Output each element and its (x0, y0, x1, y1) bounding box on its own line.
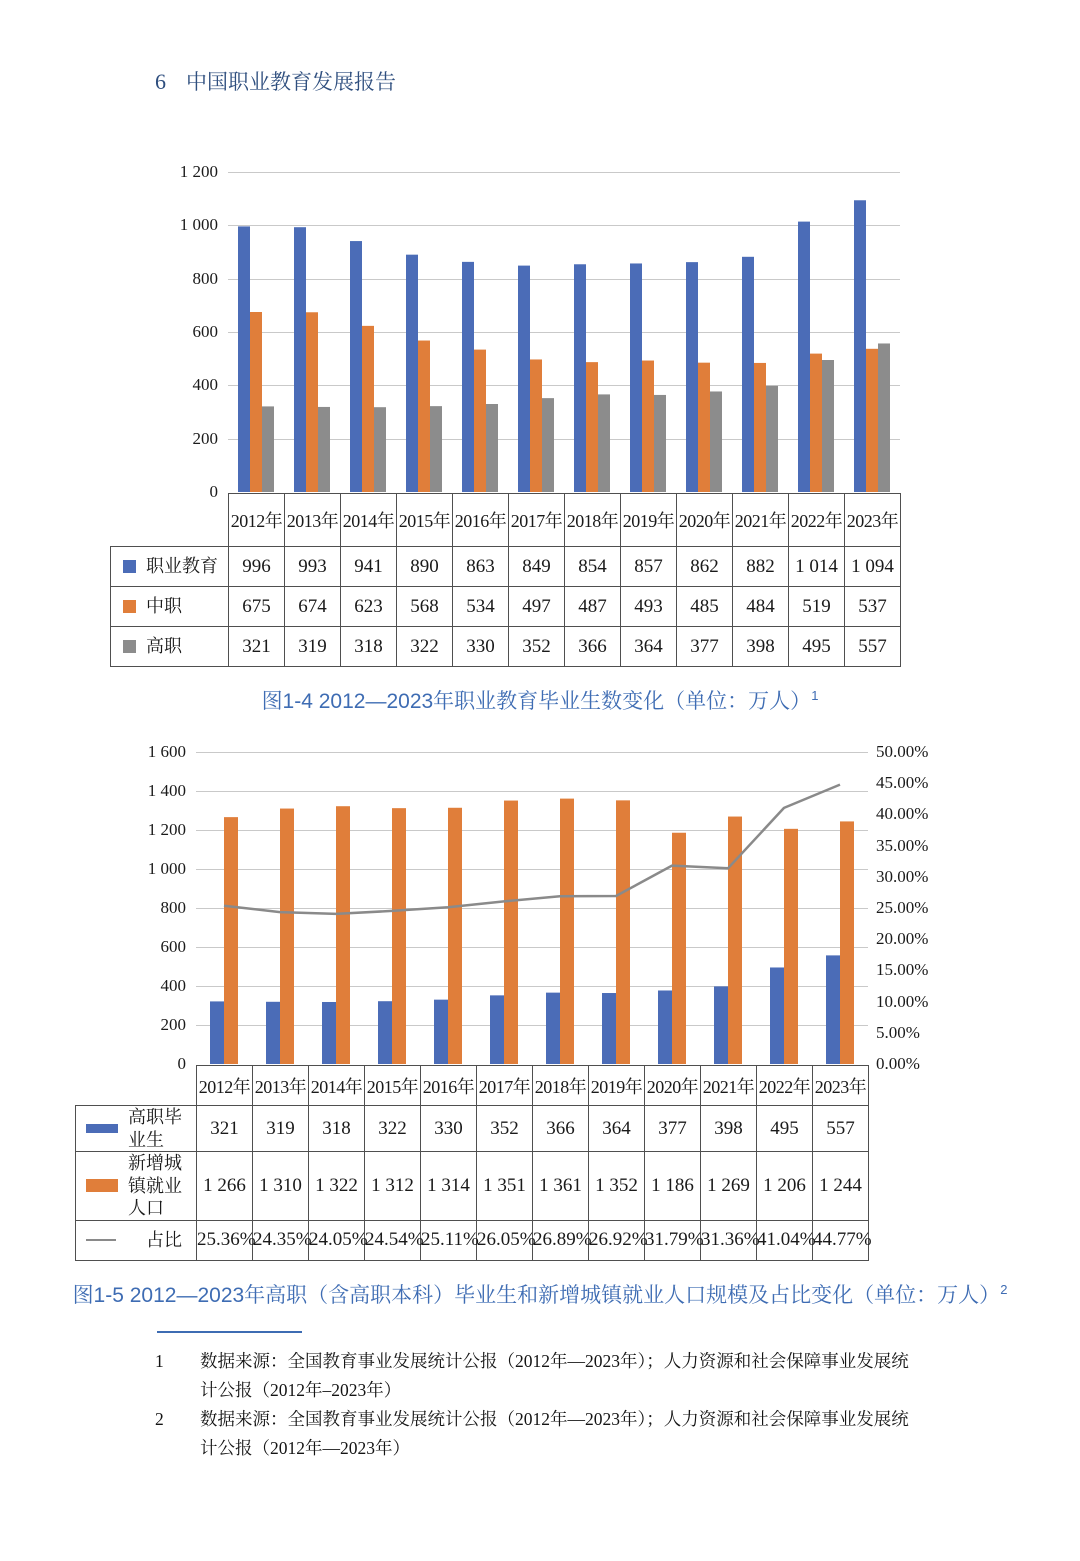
table-value-cell: 1 269 (701, 1152, 757, 1221)
table-value-cell: 377 (677, 627, 733, 667)
bar (378, 1001, 392, 1064)
table-row (111, 627, 901, 667)
legend-label: 高职毕业生 (128, 1107, 182, 1150)
caption-footnote-ref: 1 (811, 688, 819, 703)
bar (710, 391, 722, 492)
legend-cell (76, 1220, 197, 1260)
figure-1-5-chart (75, 742, 1080, 1073)
figure-1-4 (110, 162, 1080, 667)
year-header-cell: 2023年 (813, 1066, 869, 1106)
table-value-cell: 44.77% (813, 1220, 869, 1260)
plot-svg (228, 172, 900, 493)
y-axis-tick-label: 0 (209, 482, 218, 501)
table-value-cell: 366 (533, 1106, 589, 1152)
year-header-cell: 2016年 (453, 494, 509, 547)
table-value-cell: 1 266 (197, 1152, 253, 1221)
y-axis-tick-label: 800 (192, 268, 218, 288)
legend-swatch (86, 1124, 118, 1133)
page-number: 6 (155, 69, 166, 94)
table-value-cell: 26.92% (589, 1220, 645, 1260)
bar (224, 817, 238, 1064)
footnote-2 (155, 1405, 1080, 1463)
year-header-cell: 2020年 (645, 1066, 701, 1106)
figure-1-4-plot (228, 172, 900, 493)
table-value-cell: 890 (397, 547, 453, 587)
table-value-cell: 849 (509, 547, 565, 587)
table-value-cell: 485 (677, 587, 733, 627)
right-axis-tick-label: 45.00% (876, 773, 929, 793)
table-value-cell: 1 312 (365, 1152, 421, 1221)
table-value-cell: 26.89% (533, 1220, 589, 1260)
bar (530, 359, 542, 492)
table-value-cell: 495 (757, 1106, 813, 1152)
bar (784, 829, 798, 1064)
bar (294, 227, 306, 492)
table-value-cell: 1 361 (533, 1152, 589, 1221)
year-header-cell: 2015年 (365, 1066, 421, 1106)
table-row (76, 1106, 869, 1152)
legend-swatch (123, 560, 136, 573)
table-value-cell: 398 (733, 627, 789, 667)
footnote-text: 数据来源：全国教育事业发展统计公报（2012年—2023年）；人力资源和社会保障事业发展统计公报（2012年—2023年） (200, 1408, 909, 1458)
table-value-cell: 674 (285, 587, 341, 627)
table-value-cell: 1 310 (253, 1152, 309, 1221)
table-value-cell: 1 351 (477, 1152, 533, 1221)
right-axis-tick-label: 50.00% (876, 742, 929, 761)
bar (826, 955, 840, 1064)
y-axis-tick-label: 1 400 (147, 781, 186, 800)
bar (654, 395, 666, 492)
legend-swatch (86, 1179, 118, 1192)
figure-1-4-y-axis (110, 162, 228, 501)
y-axis-tick-label: 800 (160, 898, 186, 917)
plot-svg (196, 752, 868, 1065)
figure-1-5-caption (0, 1279, 1080, 1309)
table-value-cell: 1 322 (309, 1152, 365, 1221)
table-value-cell: 364 (621, 627, 677, 667)
table-value-cell: 366 (565, 627, 621, 667)
table-value-cell: 24.35% (253, 1220, 309, 1260)
table-value-cell: 41.04% (757, 1220, 813, 1260)
table-value-cell: 1 206 (757, 1152, 813, 1221)
table-value-cell: 1 186 (645, 1152, 701, 1221)
legend-label: 职业教育 (146, 556, 218, 577)
bar (866, 349, 878, 492)
y-axis-tick-label: 0 (177, 1054, 186, 1073)
table-value-cell: 398 (701, 1106, 757, 1152)
bar (266, 1002, 280, 1064)
bar (518, 266, 530, 492)
table-value-cell: 31.79% (645, 1220, 701, 1260)
year-header-cell: 2016年 (421, 1066, 477, 1106)
footnote-marker: 1 (155, 1350, 164, 1371)
table-row (111, 547, 901, 587)
table-value-cell: 557 (813, 1106, 869, 1152)
bar (686, 262, 698, 492)
bar (798, 222, 810, 492)
table-value-cell: 1 244 (813, 1152, 869, 1221)
bar (714, 986, 728, 1064)
y-axis-tick-label: 200 (160, 1015, 186, 1034)
figure-1-4-table (110, 493, 1080, 667)
table-value-cell: 882 (733, 547, 789, 587)
table-row (76, 1152, 869, 1221)
y-axis-tick-label: 600 (192, 322, 218, 341)
y-axis-tick-label: 1 200 (147, 820, 186, 839)
table-value-cell: 941 (341, 547, 397, 587)
bar (560, 799, 574, 1064)
table-value-cell: 364 (589, 1106, 645, 1152)
table-value-cell: 25.11% (421, 1220, 477, 1260)
table-row (111, 587, 901, 627)
table-value-cell: 26.05% (477, 1220, 533, 1260)
right-axis-tick-label: 30.00% (876, 866, 929, 886)
table-value-cell: 487 (565, 587, 621, 627)
right-axis-tick-label: 0.00% (876, 1054, 920, 1073)
legend-label: 占比 (146, 1229, 182, 1250)
page-title: 中国职业教育发展报告 (186, 70, 396, 94)
y-axis-tick-label: 1 600 (147, 742, 186, 761)
table-value-cell: 1 094 (845, 547, 901, 587)
right-axis-tick-label: 35.00% (876, 835, 929, 855)
footnote-marker: 2 (155, 1408, 164, 1429)
legend-label: 中职 (146, 596, 182, 617)
bar (840, 821, 854, 1064)
footnote-separator (157, 1331, 302, 1333)
year-header-cell: 2012年 (197, 1066, 253, 1106)
table-value-cell: 557 (845, 627, 901, 667)
table-value-cell: 24.54% (365, 1220, 421, 1260)
bar (262, 406, 274, 492)
bar (602, 993, 616, 1064)
legend-swatch (123, 640, 136, 653)
table-value-cell: 493 (621, 587, 677, 627)
year-header-cell: 2012年 (229, 494, 285, 547)
bar (742, 257, 754, 492)
year-header-cell: 2018年 (565, 494, 621, 547)
legend-cell (111, 587, 229, 627)
bar (630, 263, 642, 492)
table-value-cell: 996 (229, 547, 285, 587)
caption-footnote-ref: 2 (1000, 1281, 1008, 1297)
bar (504, 801, 518, 1064)
chart-data-table (110, 493, 901, 667)
bar (854, 200, 866, 492)
table-value-cell: 675 (229, 587, 285, 627)
figure-1-5-right-axis (868, 742, 953, 1073)
bar (474, 350, 486, 492)
bar (374, 407, 386, 492)
bar (238, 226, 250, 492)
bar (318, 407, 330, 492)
bar (546, 993, 560, 1064)
year-header-cell: 2015年 (397, 494, 453, 547)
bar (350, 241, 362, 492)
year-header-row (111, 494, 901, 547)
page-header (155, 66, 1080, 96)
bar (250, 312, 262, 492)
table-value-cell: 993 (285, 547, 341, 587)
y-axis-tick-label: 600 (160, 937, 186, 956)
bar (322, 1002, 336, 1064)
year-header-cell: 2020年 (677, 494, 733, 547)
table-value-cell: 377 (645, 1106, 701, 1152)
bar (754, 363, 766, 492)
table-value-cell: 330 (421, 1106, 477, 1152)
bar (490, 995, 504, 1064)
table-value-cell: 322 (397, 627, 453, 667)
table-value-cell: 322 (365, 1106, 421, 1152)
year-header-cell: 2018年 (533, 1066, 589, 1106)
year-header-cell: 2019年 (621, 494, 677, 547)
bar (822, 360, 834, 492)
table-value-cell: 31.36% (701, 1220, 757, 1260)
legend-cell (76, 1106, 197, 1152)
table-value-cell: 497 (509, 587, 565, 627)
figure-1-4-caption (0, 685, 1080, 715)
table-value-cell: 1 352 (589, 1152, 645, 1221)
footnote-text: 数据来源：全国教育事业发展统计公报（2012年—2023年）；人力资源和社会保障事业发展统计公报（2012年–2023年） (200, 1350, 909, 1400)
table-value-cell: 863 (453, 547, 509, 587)
year-header-cell: 2023年 (845, 494, 901, 547)
table-value-cell: 319 (253, 1106, 309, 1152)
bar (878, 343, 890, 492)
bar (336, 806, 350, 1064)
bar (406, 255, 418, 492)
footnote-1 (155, 1347, 1080, 1405)
table-row (76, 1220, 869, 1260)
y-axis-tick-label: 1 000 (147, 859, 186, 878)
chart-data-table (75, 1065, 872, 1261)
year-header-cell: 2021年 (701, 1066, 757, 1106)
y-axis-tick-label: 400 (192, 375, 218, 395)
year-header-row (76, 1066, 869, 1106)
table-value-cell: 534 (453, 587, 509, 627)
table-value-cell: 862 (677, 547, 733, 587)
caption-text: 图1-5 2012—2023年高职（含高职本科）毕业生和新增城镇就业人口规模及占比变化（单位：万人） (72, 1283, 1001, 1307)
bar (642, 361, 654, 492)
bar (448, 808, 462, 1064)
figure-1-5-left-axis (75, 742, 196, 1073)
year-header-cell: 2019年 (589, 1066, 645, 1106)
bar (392, 808, 406, 1064)
trend-line (224, 785, 840, 914)
bar (486, 404, 498, 492)
table-value-cell: 1 314 (421, 1152, 477, 1221)
figure-1-4-chart (110, 162, 1080, 501)
year-header-cell: 2022年 (789, 494, 845, 547)
right-axis-tick-label: 5.00% (876, 1022, 920, 1042)
table-value-cell: 319 (285, 627, 341, 667)
year-header-cell: 2017年 (477, 1066, 533, 1106)
bar (418, 341, 430, 492)
bar (430, 406, 442, 492)
table-value-cell: 854 (565, 547, 621, 587)
legend-cell (111, 627, 229, 667)
y-axis-tick-label: 1 000 (179, 215, 218, 235)
right-axis-tick-label: 25.00% (876, 898, 929, 917)
bar (586, 362, 598, 492)
figure-1-5-plot (196, 752, 868, 1065)
year-header-cell: 2022年 (757, 1066, 813, 1106)
bar (280, 809, 294, 1064)
legend-swatch (123, 600, 136, 613)
line-legend-swatch (86, 1239, 116, 1241)
bar (598, 394, 610, 492)
bar (542, 398, 554, 492)
table-value-cell: 330 (453, 627, 509, 667)
year-header-cell: 2021年 (733, 494, 789, 547)
table-value-cell: 484 (733, 587, 789, 627)
bar (210, 1001, 224, 1064)
figure-1-5-table (75, 1065, 1080, 1261)
legend-cell (76, 1152, 197, 1221)
legend-label: 高职 (146, 636, 182, 657)
table-value-cell: 1 014 (789, 547, 845, 587)
table-value-cell: 352 (477, 1106, 533, 1152)
bar (770, 967, 784, 1064)
bar (462, 262, 474, 492)
bar (362, 326, 374, 492)
bar (658, 990, 672, 1064)
table-value-cell: 25.36% (197, 1220, 253, 1260)
legend-label: 新增城镇就业人口 (128, 1153, 182, 1218)
y-axis-tick-label: 200 (192, 428, 218, 448)
bar (810, 354, 822, 492)
table-value-cell: 318 (341, 627, 397, 667)
table-value-cell: 623 (341, 587, 397, 627)
right-axis-tick-label: 20.00% (876, 929, 929, 949)
table-value-cell: 318 (309, 1106, 365, 1152)
bar (616, 800, 630, 1064)
bar (574, 264, 586, 492)
year-header-cell: 2013年 (285, 494, 341, 547)
table-value-cell: 568 (397, 587, 453, 627)
figure-1-5 (75, 742, 1080, 1261)
year-header-cell: 2014年 (309, 1066, 365, 1106)
bar (434, 1000, 448, 1064)
caption-text: 图1-4 2012—2023年职业教育毕业生数变化（单位：万人） (261, 690, 812, 713)
table-value-cell: 321 (229, 627, 285, 667)
y-axis-tick-label: 400 (160, 976, 186, 995)
bar (306, 312, 318, 492)
right-axis-tick-label: 10.00% (876, 991, 929, 1011)
bar (698, 363, 710, 492)
right-axis-tick-label: 40.00% (876, 804, 929, 824)
legend-cell (111, 547, 229, 587)
bar (766, 386, 778, 492)
table-value-cell: 321 (197, 1106, 253, 1152)
table-value-cell: 519 (789, 587, 845, 627)
year-header-cell: 2014年 (341, 494, 397, 547)
table-value-cell: 537 (845, 587, 901, 627)
y-axis-tick-label: 1 200 (179, 162, 218, 181)
table-value-cell: 24.05% (309, 1220, 365, 1260)
year-header-cell: 2017年 (509, 494, 565, 547)
table-value-cell: 352 (509, 627, 565, 667)
right-axis-tick-label: 15.00% (876, 960, 929, 980)
table-value-cell: 857 (621, 547, 677, 587)
table-value-cell: 495 (789, 627, 845, 667)
year-header-cell: 2013年 (253, 1066, 309, 1106)
